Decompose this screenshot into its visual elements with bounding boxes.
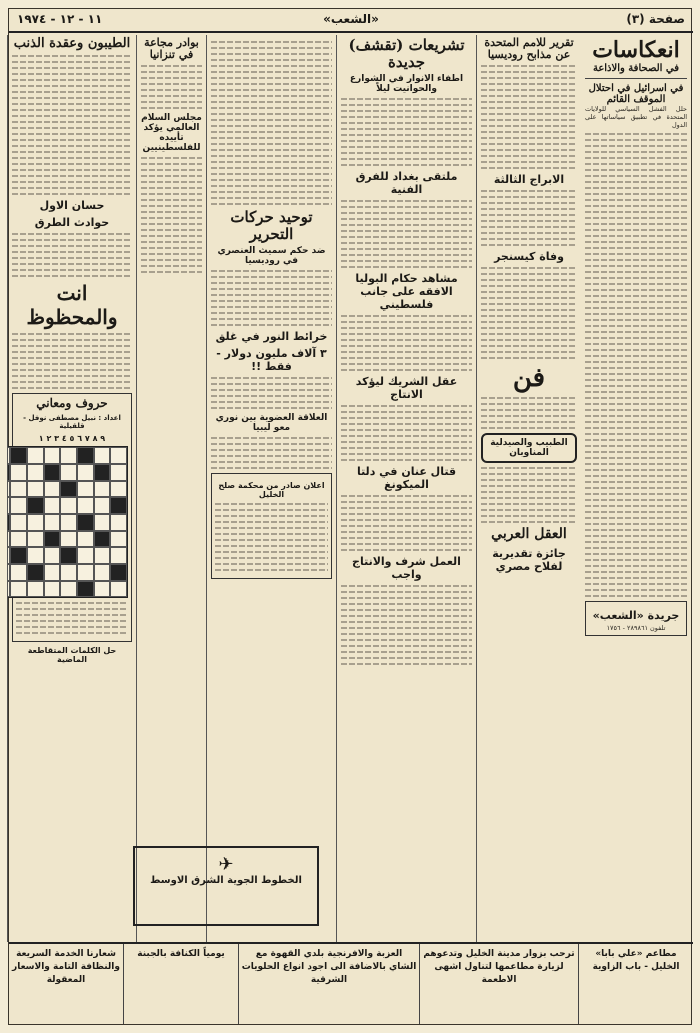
art-logo: فن: [512, 363, 546, 394]
lucky-logo: انت والمحظوظ: [26, 281, 118, 330]
col1-body-text: [585, 133, 687, 597]
col3-headline: تشريعات (تقشف) جديدة: [348, 36, 465, 71]
page-number: صفحة (٣): [626, 12, 685, 26]
footer-kunafa: يومياً الكنافة بالجبنة: [123, 944, 238, 1024]
subscription-box-title: جريدة «الشعب»: [592, 609, 680, 622]
crossword-box: [12, 393, 132, 642]
court-notice: [211, 473, 332, 579]
column-6: [7, 35, 136, 942]
footer-restaurant-name: مطاعم «علي بابا» الخليل - باب الزاوية: [578, 944, 693, 1024]
col1-lead: حلل الفشل السياسي للولايات المتحدة في تطبيق سياساتها على الدول: [585, 105, 687, 129]
page-header: [9, 9, 693, 33]
airline-ad-title: الخطوط الجوية الشرق الاوسط: [150, 875, 302, 886]
footer-ad-strip: [9, 942, 693, 1024]
col2-subheading: الابراج الثالثة: [493, 173, 565, 187]
arab-mind-logo: العقل العربي: [491, 526, 567, 543]
subscription-box-text: تلفون ٢٨٩٨٦١ - ١٧٥٦: [606, 624, 666, 632]
col6-story-1: حوادث الطرق: [34, 216, 110, 230]
col4-headline: توحيد حركات التحرير: [230, 208, 313, 243]
crossword-solution-label: حل الكلمات المتقاطعة الماضية: [27, 646, 117, 665]
col3-story-4: قتال عنان في دلتا الميكونغ: [356, 465, 457, 491]
col2-headline: تقرير للامم المتحدة عن مذابح روديسيا: [484, 36, 574, 62]
subscription-box: [585, 601, 687, 636]
column-4: [206, 35, 336, 942]
crossword-numbers: ٩ ٨ ٧ ٦ ٥ ٤ ٣ ٢ ١: [38, 434, 106, 444]
col3-subheadline: اطفاء الانوار في الشوارع والحوانيت ليلاً: [349, 74, 464, 94]
column-2: [476, 35, 581, 942]
newspaper-name: «الشعب»: [323, 12, 379, 26]
col5-story-1: مجلس السلام العالمي يؤكد تأييده للفلسطينيين: [141, 113, 202, 154]
col3-story-2: مشاهد حكام البوليا الافقه على جانب فلسطيني: [355, 272, 458, 311]
col3-story-5: العمل شرف والانتاج واجب: [352, 555, 461, 581]
col4-story-3: العلاقة العضوية بين نوري معو ليبيا: [215, 413, 328, 433]
col5-headline: بوادر مجاعة في تنزانيا: [144, 36, 199, 62]
crossword-author: اعداد : نبيل مصطفى نوفل - قلقيلية: [23, 414, 121, 431]
reflections-logo-subtitle: في الصحافة والاذاعة: [592, 63, 680, 74]
footer-menu: العزبة والافرنجية بلدي القهوة مع الشاي بالاضافة الى اجود انواع الحلويات الشرقية: [238, 944, 419, 1024]
col3-story-1: ملتقى بغداد للفرق الفنية: [355, 170, 458, 196]
col4-story-1: خرائط النور في غلق: [215, 330, 328, 343]
arab-mind-subtitle: جائزة تقديرية لفلاح مصري: [492, 546, 566, 573]
col6-author: حسان الاول: [39, 199, 105, 213]
court-notice-title: اعلان صادر من محكمة صلح الخليل: [218, 481, 325, 499]
crossword-title: حروف ومعاني: [36, 396, 108, 411]
issue-date: ١١ - ١٢ - ١٩٧٤: [17, 12, 103, 26]
airline-plane-icon: ✈: [218, 854, 234, 875]
column-5: [136, 35, 206, 942]
pharmacy-box: الطبيب والصيدلية المناوبان: [481, 433, 577, 463]
airline-ad: [133, 846, 319, 926]
column-3: [336, 35, 476, 942]
footer-welcome: ترحب بزوار مدينة الخليل وتدعوهم لزيارة مطاعمها لتناول اشهى الاطعمة: [419, 944, 578, 1024]
col4-subheadline: ضد حكم سميث العنصري في روديسيا: [217, 246, 326, 266]
footer-slogan: شعارنا الخدمة السريعة والنظافة التامة والاسعار المعقولة: [12, 949, 120, 985]
col1-headline: في اسرائيل في احتلال الموقف القائم: [588, 83, 684, 105]
col3-story-3: عقل الشريك ليؤكد الانتاج: [355, 375, 458, 401]
col6-headline: الطيبون وعقدة الذنب: [13, 36, 131, 51]
newspaper-page: [8, 8, 692, 1025]
reflections-logo: انعكاسات: [592, 37, 680, 63]
col2-subheading-2: وفاة كيسنجر: [494, 250, 564, 264]
crossword-grid[interactable]: [7, 446, 128, 598]
col4-story-2: ٣ آلاف مليون دولار - فقط !!: [216, 347, 327, 373]
column-1: [581, 35, 691, 942]
